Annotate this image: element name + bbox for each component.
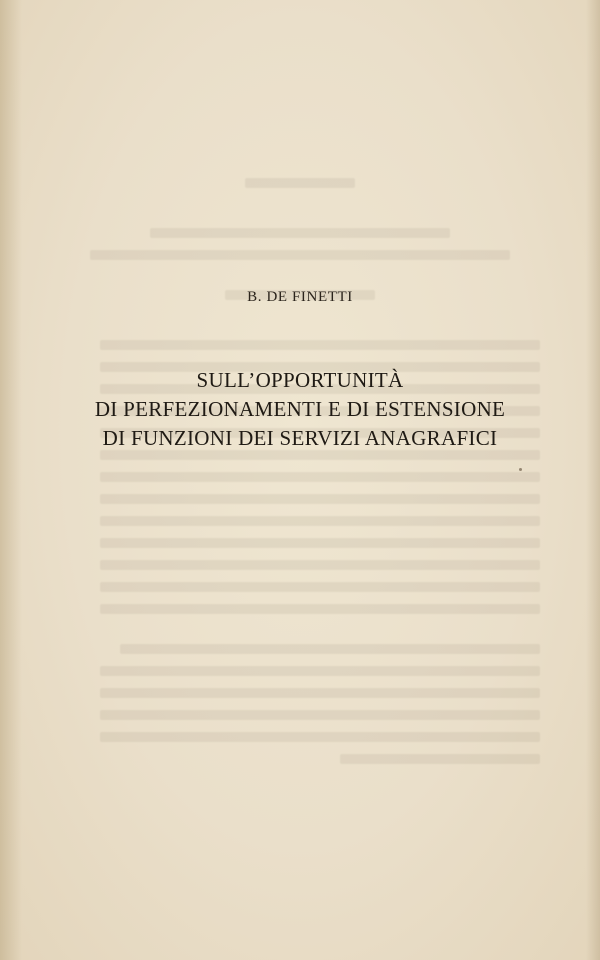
title-line-2: DI PERFEZIONAMENTI E DI ESTENSIONE: [94, 397, 506, 421]
binding-shadow: [0, 0, 22, 960]
page-edge-shadow: [586, 0, 600, 960]
author-name: B. DE FINETTI: [247, 289, 353, 305]
ink-speck: [519, 468, 522, 471]
show-through-text: [60, 170, 540, 830]
title-line-1: SULL’OPPORTUNITÀ: [196, 368, 404, 392]
title-line-3: DI FUNZIONI DEI SERVIZI ANAGRAFICI: [102, 426, 498, 450]
